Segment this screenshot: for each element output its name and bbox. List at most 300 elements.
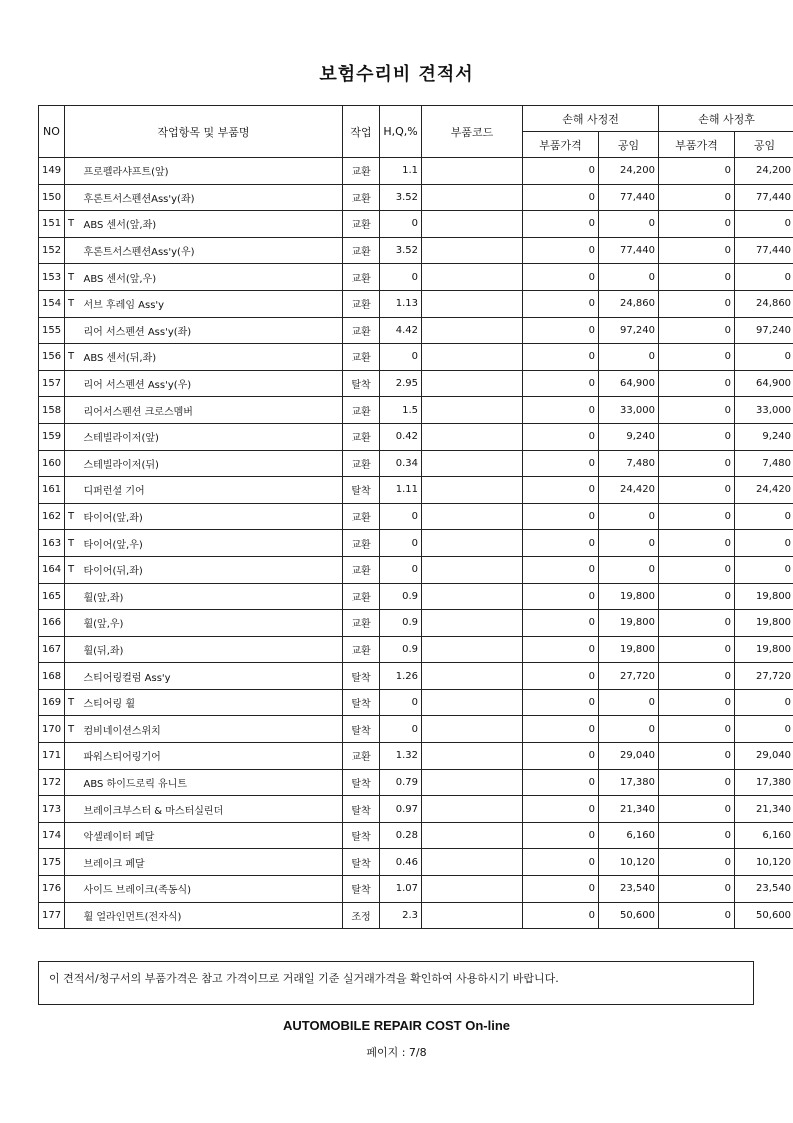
before-labor: 0 [599, 344, 659, 371]
work-type: 교환 [343, 503, 380, 530]
row-number: 152 [39, 237, 65, 264]
after-labor: 0 [735, 264, 793, 291]
header-after-labor: 공임 [735, 132, 793, 158]
header-work: 작업 [343, 106, 380, 158]
part-code [422, 716, 523, 743]
table-row [39, 743, 793, 770]
before-labor: 77,440 [599, 184, 659, 211]
hq-value: 3.52 [380, 237, 422, 264]
part-code [422, 211, 523, 238]
tire-flag [65, 583, 81, 610]
before-labor: 21,340 [599, 796, 659, 823]
tire-flag: T [65, 290, 81, 317]
part-code [422, 530, 523, 557]
table-row [39, 610, 793, 637]
after-labor: 19,800 [735, 610, 793, 637]
item-name: ABS 센서(앞,우) [81, 264, 343, 291]
estimate-table [38, 105, 793, 929]
table-row [39, 317, 793, 344]
row-number: 175 [39, 849, 65, 876]
part-code [422, 184, 523, 211]
hq-value: 3.52 [380, 184, 422, 211]
row-number: 150 [39, 184, 65, 211]
header-no: NO [39, 106, 65, 158]
before-price: 0 [523, 902, 599, 929]
item-name: 파워스티어링기어 [81, 743, 343, 770]
hq-value: 0 [380, 530, 422, 557]
tire-flag [65, 184, 81, 211]
header-after-price: 부품가격 [659, 132, 735, 158]
table-row [39, 184, 793, 211]
tire-flag [65, 663, 81, 690]
after-labor: 0 [735, 716, 793, 743]
hq-value: 0.9 [380, 636, 422, 663]
table-row [39, 530, 793, 557]
before-labor: 50,600 [599, 902, 659, 929]
header-before-labor: 공임 [599, 132, 659, 158]
after-price: 0 [659, 743, 735, 770]
tire-flag [65, 876, 81, 903]
after-labor: 0 [735, 530, 793, 557]
item-name: 휠(앞,좌) [81, 583, 343, 610]
page-indicator: 페이지 : 7/8 [366, 1046, 427, 1059]
part-code [422, 876, 523, 903]
table-row [39, 796, 793, 823]
part-code [422, 636, 523, 663]
item-name: 휠 얼라인먼트(전자식) [81, 902, 343, 929]
work-type: 교환 [343, 610, 380, 637]
after-price: 0 [659, 876, 735, 903]
hq-value: 1.32 [380, 743, 422, 770]
before-price: 0 [523, 583, 599, 610]
item-name: 디퍼런셜 기어 [81, 477, 343, 504]
before-price: 0 [523, 237, 599, 264]
work-type: 탈착 [343, 477, 380, 504]
header-hq: H,Q,% [380, 106, 422, 158]
after-price: 0 [659, 477, 735, 504]
after-labor: 24,420 [735, 477, 793, 504]
part-code [422, 769, 523, 796]
table-row [39, 264, 793, 291]
work-type: 교환 [343, 211, 380, 238]
work-type: 조정 [343, 902, 380, 929]
before-labor: 10,120 [599, 849, 659, 876]
hq-value: 0 [380, 716, 422, 743]
hq-value: 0 [380, 503, 422, 530]
item-name: 타이어(뒤,좌) [81, 556, 343, 583]
tire-flag: T [65, 689, 81, 716]
before-labor: 0 [599, 503, 659, 530]
tire-flag: T [65, 211, 81, 238]
part-code [422, 822, 523, 849]
item-name: 리어 서스펜션 Ass'y(좌) [81, 317, 343, 344]
work-type: 탈착 [343, 716, 380, 743]
after-price: 0 [659, 450, 735, 477]
work-type: 교환 [343, 423, 380, 450]
work-type: 교환 [343, 158, 380, 185]
table-row [39, 370, 793, 397]
tire-flag [65, 796, 81, 823]
tire-flag [65, 769, 81, 796]
hq-value: 2.95 [380, 370, 422, 397]
table-row [39, 902, 793, 929]
table-row [39, 290, 793, 317]
before-labor: 24,860 [599, 290, 659, 317]
table-row [39, 158, 793, 185]
hq-value: 0.42 [380, 423, 422, 450]
tire-flag: T [65, 503, 81, 530]
before-price: 0 [523, 716, 599, 743]
after-price: 0 [659, 663, 735, 690]
hq-value: 1.11 [380, 477, 422, 504]
work-type: 교환 [343, 530, 380, 557]
before-price: 0 [523, 503, 599, 530]
part-code [422, 264, 523, 291]
item-name: 악셀레이터 페달 [81, 822, 343, 849]
before-labor: 0 [599, 530, 659, 557]
before-labor: 24,420 [599, 477, 659, 504]
part-code [422, 796, 523, 823]
after-labor: 64,900 [735, 370, 793, 397]
hq-value: 1.26 [380, 663, 422, 690]
table-row [39, 211, 793, 238]
table-row [39, 663, 793, 690]
after-labor: 0 [735, 503, 793, 530]
before-price: 0 [523, 184, 599, 211]
item-name: 서브 후레임 Ass'y [81, 290, 343, 317]
item-name: 프로펠라샤프트(앞) [81, 158, 343, 185]
tire-flag: T [65, 530, 81, 557]
tire-flag [65, 902, 81, 929]
before-price: 0 [523, 158, 599, 185]
tire-flag [65, 237, 81, 264]
after-labor: 17,380 [735, 769, 793, 796]
tire-flag [65, 370, 81, 397]
before-price: 0 [523, 636, 599, 663]
before-labor: 33,000 [599, 397, 659, 424]
document-title: 보험수리비 견적서 [319, 64, 474, 85]
after-price: 0 [659, 237, 735, 264]
after-price: 0 [659, 211, 735, 238]
item-name: 스테빌라이저(앞) [81, 423, 343, 450]
part-code [422, 317, 523, 344]
before-price: 0 [523, 822, 599, 849]
item-name: ABS 센서(앞,좌) [81, 211, 343, 238]
item-name: ABS 센서(뒤,좌) [81, 344, 343, 371]
before-price: 0 [523, 290, 599, 317]
before-labor: 0 [599, 689, 659, 716]
item-name: ABS 하이드로릭 유니트 [81, 769, 343, 796]
row-number: 156 [39, 344, 65, 371]
before-price: 0 [523, 397, 599, 424]
before-labor: 24,200 [599, 158, 659, 185]
after-price: 0 [659, 158, 735, 185]
before-price: 0 [523, 211, 599, 238]
hq-value: 0.97 [380, 796, 422, 823]
after-labor: 33,000 [735, 397, 793, 424]
tire-flag [65, 317, 81, 344]
row-number: 165 [39, 583, 65, 610]
row-number: 171 [39, 743, 65, 770]
item-name: 휠(뒤,좌) [81, 636, 343, 663]
after-price: 0 [659, 317, 735, 344]
row-number: 164 [39, 556, 65, 583]
after-price: 0 [659, 344, 735, 371]
table-row [39, 689, 793, 716]
tire-flag [65, 743, 81, 770]
after-labor: 6,160 [735, 822, 793, 849]
hq-value: 1.13 [380, 290, 422, 317]
item-name: 휠(앞,우) [81, 610, 343, 637]
hq-value: 0.46 [380, 849, 422, 876]
before-price: 0 [523, 477, 599, 504]
work-type: 탈착 [343, 769, 380, 796]
row-number: 149 [39, 158, 65, 185]
before-price: 0 [523, 796, 599, 823]
hq-value: 0 [380, 556, 422, 583]
item-name: 타이어(앞,우) [81, 530, 343, 557]
after-price: 0 [659, 822, 735, 849]
item-name: 브레이크 페달 [81, 849, 343, 876]
row-number: 176 [39, 876, 65, 903]
after-price: 0 [659, 397, 735, 424]
work-type: 교환 [343, 184, 380, 211]
row-number: 163 [39, 530, 65, 557]
before-labor: 77,440 [599, 237, 659, 264]
row-number: 157 [39, 370, 65, 397]
work-type: 교환 [343, 556, 380, 583]
part-code [422, 503, 523, 530]
after-labor: 19,800 [735, 636, 793, 663]
part-code [422, 663, 523, 690]
header-before-adjustment: 손해 사정전 [523, 106, 659, 132]
hq-value: 0 [380, 344, 422, 371]
table-row [39, 556, 793, 583]
tire-flag [65, 477, 81, 504]
part-code [422, 237, 523, 264]
before-price: 0 [523, 344, 599, 371]
table-row [39, 397, 793, 424]
before-labor: 64,900 [599, 370, 659, 397]
tire-flag: T [65, 344, 81, 371]
after-labor: 50,600 [735, 902, 793, 929]
row-number: 168 [39, 663, 65, 690]
before-labor: 0 [599, 211, 659, 238]
hq-value: 0.34 [380, 450, 422, 477]
before-labor: 27,720 [599, 663, 659, 690]
before-labor: 9,240 [599, 423, 659, 450]
hq-value: 0 [380, 264, 422, 291]
work-type: 교환 [343, 264, 380, 291]
after-price: 0 [659, 370, 735, 397]
hq-value: 0.79 [380, 769, 422, 796]
after-price: 0 [659, 423, 735, 450]
part-code [422, 610, 523, 637]
work-type: 교환 [343, 317, 380, 344]
tire-flag [65, 610, 81, 637]
work-type: 교환 [343, 636, 380, 663]
tire-flag: T [65, 556, 81, 583]
row-number: 162 [39, 503, 65, 530]
tire-flag [65, 636, 81, 663]
hq-value: 0 [380, 211, 422, 238]
item-name: 스티어링컬럼 Ass'y [81, 663, 343, 690]
tire-flag [65, 450, 81, 477]
header-part-code: 부품코드 [422, 106, 523, 158]
before-price: 0 [523, 610, 599, 637]
table-row [39, 583, 793, 610]
table-row [39, 237, 793, 264]
work-type: 탈착 [343, 849, 380, 876]
after-labor: 77,440 [735, 237, 793, 264]
table-row [39, 822, 793, 849]
work-type: 교환 [343, 344, 380, 371]
before-labor: 29,040 [599, 743, 659, 770]
item-name: 리어서스펜션 크로스멤버 [81, 397, 343, 424]
after-labor: 24,860 [735, 290, 793, 317]
after-labor: 0 [735, 556, 793, 583]
part-code [422, 370, 523, 397]
part-code [422, 689, 523, 716]
before-price: 0 [523, 317, 599, 344]
table-row [39, 716, 793, 743]
item-name: 후론트서스펜션Ass'y(우) [81, 237, 343, 264]
part-code [422, 158, 523, 185]
part-code [422, 344, 523, 371]
after-price: 0 [659, 716, 735, 743]
header-item: 작업항목 및 부품명 [65, 106, 343, 158]
table-row [39, 423, 793, 450]
before-labor: 6,160 [599, 822, 659, 849]
work-type: 탈착 [343, 822, 380, 849]
before-price: 0 [523, 743, 599, 770]
table-row [39, 503, 793, 530]
after-labor: 7,480 [735, 450, 793, 477]
before-price: 0 [523, 530, 599, 557]
after-price: 0 [659, 610, 735, 637]
row-number: 166 [39, 610, 65, 637]
after-price: 0 [659, 503, 735, 530]
before-price: 0 [523, 450, 599, 477]
work-type: 교환 [343, 743, 380, 770]
item-name: 타이어(앞,좌) [81, 503, 343, 530]
before-price: 0 [523, 876, 599, 903]
row-number: 177 [39, 902, 65, 929]
before-price: 0 [523, 769, 599, 796]
after-labor: 97,240 [735, 317, 793, 344]
after-price: 0 [659, 902, 735, 929]
header-before-price: 부품가격 [523, 132, 599, 158]
table-row [39, 636, 793, 663]
work-type: 교환 [343, 397, 380, 424]
hq-value: 0.28 [380, 822, 422, 849]
estimate-rows [39, 158, 793, 929]
before-labor: 0 [599, 264, 659, 291]
part-code [422, 743, 523, 770]
tire-flag: T [65, 716, 81, 743]
part-code [422, 556, 523, 583]
work-type: 탈착 [343, 663, 380, 690]
hq-value: 0 [380, 689, 422, 716]
row-number: 172 [39, 769, 65, 796]
part-code [422, 849, 523, 876]
tire-flag [65, 158, 81, 185]
row-number: 154 [39, 290, 65, 317]
work-type: 탈착 [343, 689, 380, 716]
table-row [39, 477, 793, 504]
before-labor: 19,800 [599, 610, 659, 637]
after-price: 0 [659, 849, 735, 876]
after-labor: 24,200 [735, 158, 793, 185]
row-number: 151 [39, 211, 65, 238]
after-labor: 21,340 [735, 796, 793, 823]
table-row [39, 849, 793, 876]
before-labor: 97,240 [599, 317, 659, 344]
before-price: 0 [523, 370, 599, 397]
hq-value: 1.07 [380, 876, 422, 903]
after-price: 0 [659, 796, 735, 823]
part-code [422, 423, 523, 450]
tire-flag [65, 822, 81, 849]
after-price: 0 [659, 264, 735, 291]
footer-brand: AUTOMOBILE REPAIR COST On-line [282, 1018, 511, 1033]
after-price: 0 [659, 530, 735, 557]
part-code [422, 477, 523, 504]
item-name: 후론트서스펜션Ass'y(좌) [81, 184, 343, 211]
before-price: 0 [523, 556, 599, 583]
work-type: 탈착 [343, 796, 380, 823]
item-name: 스테빌라이저(뒤) [81, 450, 343, 477]
table-row [39, 876, 793, 903]
tire-flag [65, 849, 81, 876]
part-code [422, 902, 523, 929]
after-price: 0 [659, 769, 735, 796]
work-type: 탈착 [343, 876, 380, 903]
table-row [39, 344, 793, 371]
table-row [39, 769, 793, 796]
row-number: 173 [39, 796, 65, 823]
before-labor: 7,480 [599, 450, 659, 477]
before-labor: 17,380 [599, 769, 659, 796]
before-labor: 23,540 [599, 876, 659, 903]
row-number: 169 [39, 689, 65, 716]
after-labor: 23,540 [735, 876, 793, 903]
before-labor: 0 [599, 716, 659, 743]
after-price: 0 [659, 689, 735, 716]
row-number: 167 [39, 636, 65, 663]
notice-box: 이 견적서/청구서의 부품가격은 참고 가격이므로 거래일 기준 실거래가격을 확인하여 사용하시기 바랍니다. [38, 961, 754, 1005]
after-labor: 0 [735, 689, 793, 716]
before-price: 0 [523, 849, 599, 876]
after-labor: 0 [735, 211, 793, 238]
after-price: 0 [659, 583, 735, 610]
row-number: 170 [39, 716, 65, 743]
row-number: 153 [39, 264, 65, 291]
hq-value: 0.9 [380, 610, 422, 637]
item-name: 브레이크부스터 & 마스터실린더 [81, 796, 343, 823]
item-name: 리어 서스펜션 Ass'y(우) [81, 370, 343, 397]
hq-value: 2.3 [380, 902, 422, 929]
row-number: 158 [39, 397, 65, 424]
before-price: 0 [523, 689, 599, 716]
item-name: 사이드 브레이크(족동식) [81, 876, 343, 903]
row-number: 155 [39, 317, 65, 344]
table-row [39, 450, 793, 477]
hq-value: 1.5 [380, 397, 422, 424]
after-labor: 27,720 [735, 663, 793, 690]
before-price: 0 [523, 663, 599, 690]
after-labor: 19,800 [735, 583, 793, 610]
